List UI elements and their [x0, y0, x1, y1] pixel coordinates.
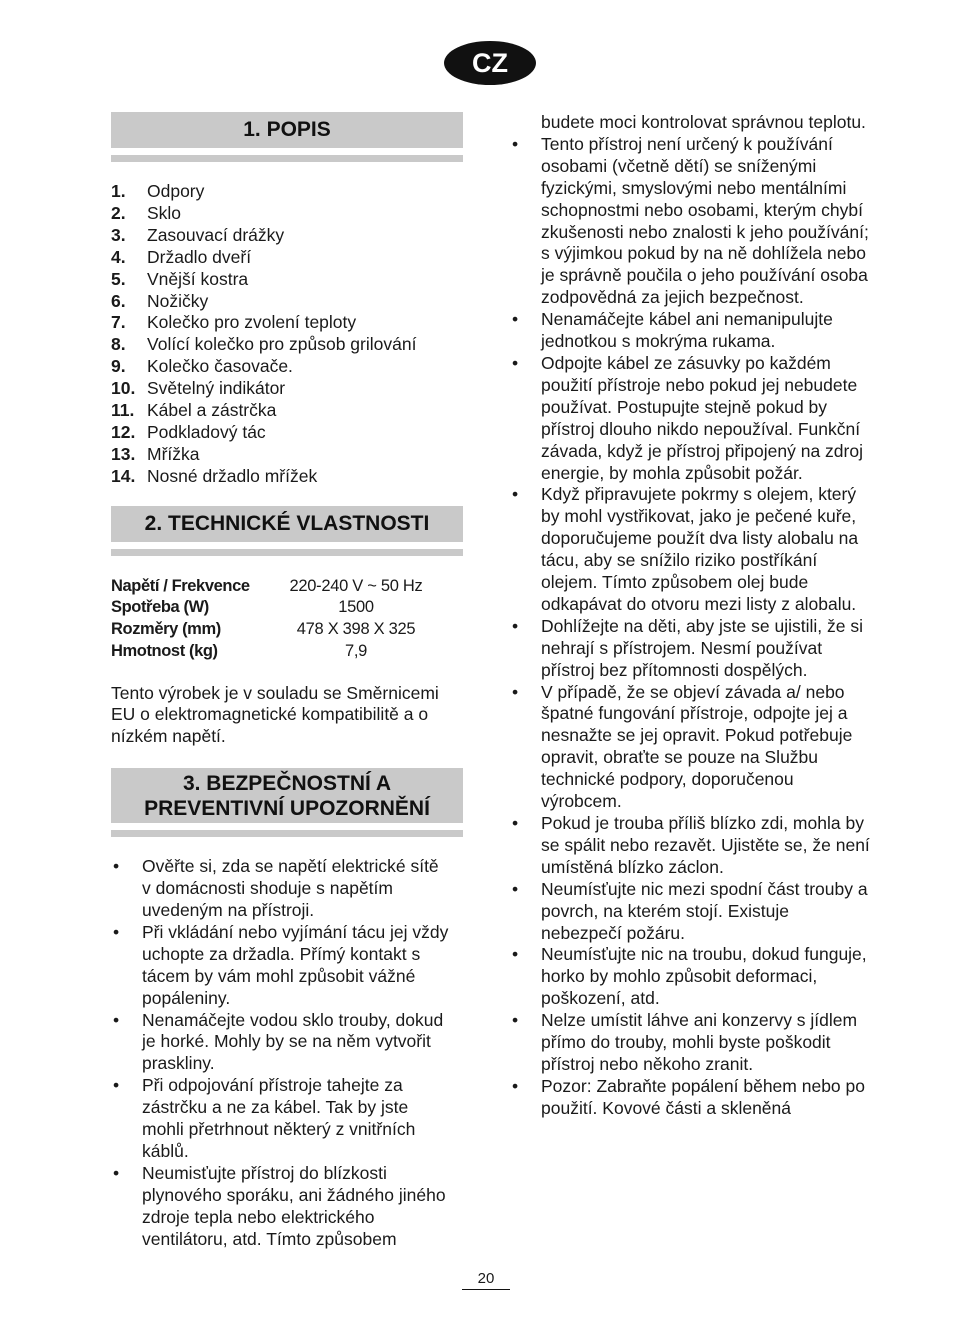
safety-item-text: Když připravujete pokrmy s olejem, který by mohl vystřikovat, jako je pečené kuře, doporučujeme použít dva listy alobalu na tácu, aby se snížilo riziko postříkání olejem. Tímto způsobem olej bude odkapávat do otvoru mezi listy z alobalu.	[541, 484, 859, 614]
item-text: Sklo	[147, 202, 182, 223]
safety-item-text: Nelze umístit láhve ani konzervy s jídlem přímo do trouby, mohli byste poškodit přístroj nebo někoho zranit.	[541, 1010, 858, 1074]
safety-item	[510, 879, 870, 945]
bullet-icon: •	[512, 1010, 519, 1031]
safety-item-text: Nenamáčejte vodou sklo trouby, dokud je horké. Mohly by se na něm vytvořit praskliny.	[142, 1009, 444, 1074]
section-2-rule	[111, 549, 463, 556]
safety-item	[510, 484, 870, 615]
safety-item	[111, 856, 451, 922]
safety-item	[510, 353, 870, 484]
spec-row	[111, 619, 463, 641]
item-text: Nožičky	[147, 290, 209, 311]
parts-list-item	[111, 378, 463, 400]
spec-label: Napětí / Frekvence	[111, 576, 250, 595]
item-text: Vnější kostra	[147, 268, 249, 289]
safety-item-text: Nenamáčejte kábel ani nemanipulujte jednotkou s mokrýma rukama.	[541, 309, 833, 352]
safety-item	[111, 1163, 451, 1251]
item-text: Světelný indikátor	[147, 378, 286, 399]
spec-value: 220-240 V ~ 50 Hz	[289, 576, 423, 595]
safety-item	[510, 682, 870, 813]
item-number: 2.	[111, 202, 126, 223]
item-number: 10.	[111, 378, 136, 399]
item-text: Zasouvací drážky	[147, 224, 285, 245]
parts-list-item	[111, 181, 463, 203]
safety-item	[510, 813, 870, 879]
item-text: Podkladový tác	[147, 421, 266, 442]
item-text: Mřížka	[147, 443, 200, 464]
item-number: 6.	[111, 290, 126, 311]
spec-table	[111, 576, 463, 663]
safety-item	[510, 1076, 870, 1120]
parts-list-item	[111, 203, 463, 225]
section-3-heading	[111, 768, 463, 823]
item-text: Kolečko pro zvolení teploty	[147, 312, 357, 333]
bullet-icon: •	[512, 484, 519, 505]
parts-list-item	[111, 247, 463, 269]
spec-row	[111, 576, 463, 598]
bullet-icon: •	[113, 1162, 120, 1183]
parts-list-item	[111, 225, 463, 247]
item-text: Volící kolečko pro způsob grilování	[147, 334, 417, 355]
item-number: 5.	[111, 268, 126, 289]
safety-item	[510, 134, 870, 309]
safety-item	[510, 309, 870, 353]
safety-item-text: Odpojte kábel ze zásuvky po každém použití přístroje nebo pokud jej nebudete používat. Postupujte stejně pokud by přístroj dlouho nikdo nepoužíval. Funkční závada, když je přístroj připojený na zdroj energie, by mohla způsobit požár.	[541, 352, 863, 483]
parts-list-item	[111, 422, 463, 444]
item-number: 13.	[111, 443, 136, 464]
bullet-icon: •	[512, 681, 519, 702]
item-text: Odpory	[147, 181, 205, 201]
item-number: 1.	[111, 181, 126, 201]
safety-item-text: Neumisťujte přístroj do blízkosti plynového sporáku, ani žádného jiného zdroje tepla nebo elektrického ventilátoru, atd. Tímto způsobem	[142, 1162, 446, 1249]
section-1-heading: 1. POPIS	[111, 112, 463, 148]
parts-list	[111, 181, 463, 488]
bullet-icon: •	[113, 921, 120, 942]
compliance-text: Tento výrobek je v souladu se Směrnicemi EU o elektromagnetické kompatibilitě a o nízkém napětí.	[111, 682, 439, 747]
right-column	[510, 112, 870, 1120]
bullet-icon: •	[113, 1075, 120, 1096]
spec-value: 478 X 398 X 325	[296, 620, 416, 639]
left-column	[111, 112, 463, 1251]
safety-item	[111, 1010, 451, 1076]
bullet-icon: •	[512, 133, 519, 154]
item-number: 8.	[111, 334, 126, 355]
item-number: 3.	[111, 224, 126, 245]
safety-item	[111, 1075, 451, 1163]
section-3-rule	[111, 830, 463, 837]
parts-list-item	[111, 356, 463, 378]
safety-list-right	[510, 134, 870, 1120]
bullet-icon: •	[512, 615, 519, 636]
safety-item-text: V případě, že se objeví závada a/ nebo špatné fungování přístroje, odpojte jej a nesnažte se jej opravit. Pokud potřebuje opravit, obraťte se pouze na Službu technické podpory, doporučenou výrobcem.	[541, 681, 853, 812]
bullet-icon: •	[512, 813, 519, 833]
spec-row	[111, 641, 463, 663]
spec-label: Hmotnost (kg)	[111, 641, 218, 660]
safety-item-text: Tento přístroj není určený k používání osobami (včetně dětí) se sníženými fyzickými, smyslovými nebo mentálními schopnostmi nebo osobami, kterým chybí zkušenosti nebo znalosti k jeho používání; s výjimkou pokud by na ně dohlížela nebo je správně poučila o jeho používání osoba zodpovědná za jejich bezpečnost.	[541, 133, 869, 308]
section-1-rule	[111, 155, 463, 162]
item-number: 11.	[111, 400, 135, 421]
item-text: Držadlo dveří	[147, 246, 252, 267]
safety-item-text: Ověřte si, zda se napětí elektrické sítě v domácnosti shoduje s napětím uvedeným na přístroji.	[142, 856, 439, 921]
section-2-heading: 2. TECHNICKÉ VLASTNOSTI	[111, 506, 463, 542]
safety-list-left	[111, 856, 451, 1250]
parts-list-item	[111, 400, 463, 422]
safety-item-text: Pozor: Zabraňte popálení během nebo po použití. Kovové části a skleněná	[541, 1075, 865, 1118]
page-number: 20	[462, 1270, 510, 1290]
item-number: 14.	[111, 465, 136, 486]
section-3-title-line1: 3. BEZPEČNOSTNÍ A	[182, 772, 392, 796]
item-number: 7.	[111, 312, 126, 333]
spec-value: 7,9	[344, 641, 368, 660]
parts-list-item	[111, 269, 463, 291]
safety-item	[111, 922, 451, 1010]
section-3-title-line2: PREVENTIVNÍ UPOZORNĚNÍ	[144, 797, 430, 821]
item-number: 9.	[111, 356, 126, 377]
safety-item-text: Neumísťujte nic mezi spodní část trouby a povrch, na kterém stojí. Existuje nebezpečí požáru.	[541, 878, 868, 943]
safety-item-text: Neumísťujte nic na troubu, dokud funguje, horko by mohlo způsobit deformaci, poškození, atd.	[541, 944, 867, 1009]
bullet-icon: •	[113, 856, 120, 877]
spec-label: Rozměry (mm)	[111, 620, 221, 639]
spec-row	[111, 597, 463, 619]
item-number: 4.	[111, 246, 126, 267]
safety-item-text: Při vkládání nebo vyjímání tácu jej vždy uchopte za držadla. Přímý kontakt s tácem by vám mohl způsobit vážné popáleniny.	[142, 921, 449, 1008]
bullet-icon: •	[512, 878, 519, 899]
bullet-icon: •	[512, 352, 519, 373]
safety-item-text: Při odpojování přístroje tahejte za zástrčku a ne za kábel. Tak by jste mohli přetrhnout některý z vnitřních káblů.	[142, 1075, 416, 1161]
spec-value: 1500	[338, 598, 374, 617]
parts-list-item	[111, 334, 463, 356]
bullet-icon: •	[512, 944, 519, 965]
safety-item	[510, 1010, 870, 1076]
bullet-icon: •	[512, 1075, 519, 1096]
item-number: 12.	[111, 421, 136, 442]
item-text: Kábel a zástrčka	[147, 400, 277, 421]
spec-label: Spotřeba (W)	[111, 598, 209, 617]
parts-list-item	[111, 444, 463, 466]
parts-list-item	[111, 291, 463, 313]
parts-list-item	[111, 312, 463, 334]
item-text: Kolečko časovače.	[147, 356, 293, 377]
safety-item	[510, 944, 870, 1010]
safety-item-text: Dohlížejte na děti, aby jste se ujistili, že si nehrají s přístrojem. Nesmí používat přístroj bez přítomnosti dospělých.	[541, 615, 863, 680]
item-text: Nosné držadlo mřížek	[147, 465, 318, 486]
bullet-icon: •	[512, 309, 519, 330]
bullet-icon: •	[113, 1009, 120, 1030]
language-badge: CZ	[444, 41, 536, 85]
safety-item-text: Pokud je trouba příliš blízko zdi, mohla by se spálit nebo rezavět. Ujistěte se, že není umístěná blízko záclon.	[541, 813, 870, 877]
continued-text: budete moci kontrolovat správnou teplotu.	[541, 112, 866, 132]
safety-item	[510, 616, 870, 682]
parts-list-item	[111, 466, 463, 488]
